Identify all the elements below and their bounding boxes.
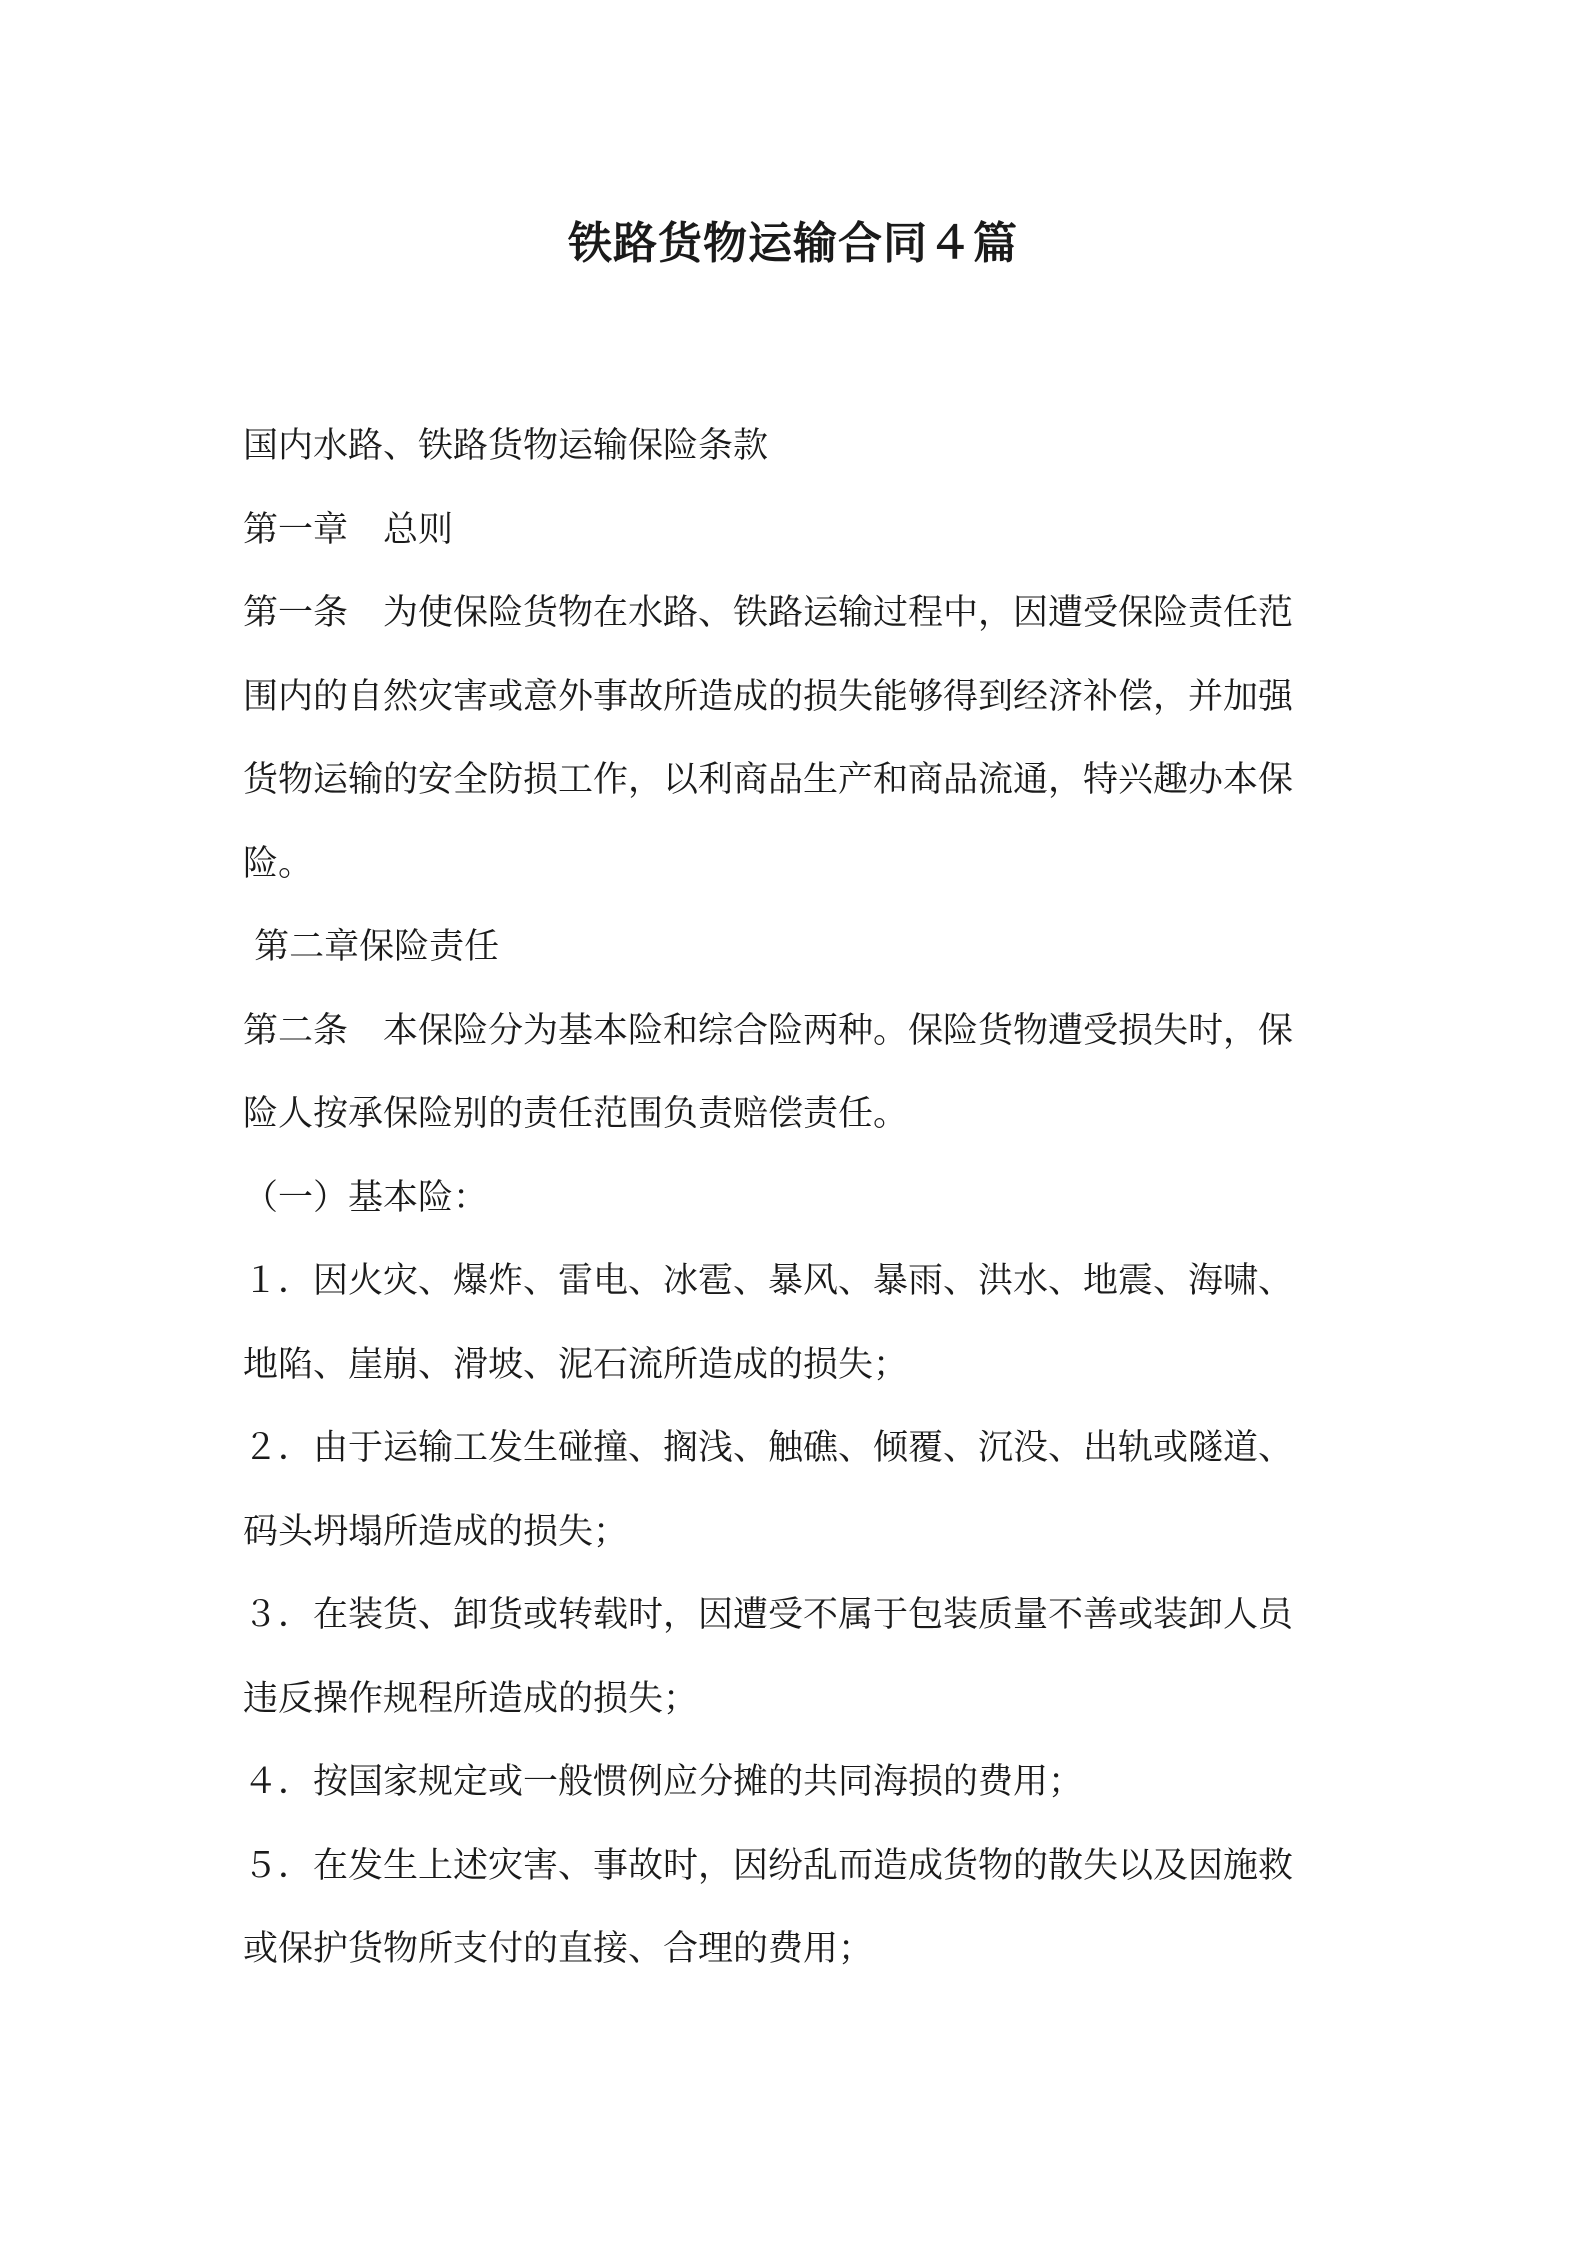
list-item-line: ３．在装货、卸货或转载时，因遭受不属于包装质量不善或装卸人员 bbox=[243, 1595, 1294, 1635]
chapter-heading: 第一章 总则 bbox=[243, 509, 454, 550]
body-line: 第一条 为使保险货物在水路、铁路运输过程中，因遭受保险责任范 bbox=[243, 593, 1294, 633]
body-line: 险人按承保险别的责任范围负责赔偿责任。 bbox=[243, 1094, 909, 1134]
body-line: 险。 bbox=[243, 843, 314, 884]
section-heading: （一）基本险： bbox=[243, 1177, 489, 1218]
list-item-line: 码头坍塌所造成的损失； bbox=[243, 1511, 629, 1552]
chapter-heading: 第二章保险责任 bbox=[243, 927, 500, 967]
body-line: 货物运输的安全防损工作，以利商品生产和商品流通，特兴趣办本保 bbox=[243, 760, 1294, 800]
list-item-line: 违反操作规程所造成的损失； bbox=[243, 1678, 699, 1719]
list-item-line: ４．按国家规定或一般惯例应分摊的共同海损的费用； bbox=[243, 1762, 1084, 1802]
list-item-line: １．因火灾、爆炸、雷电、冰雹、暴风、暴雨、洪水、地震、海啸、 bbox=[243, 1261, 1294, 1301]
list-item-line: 地陷、崖崩、滑坡、泥石流所造成的损失； bbox=[243, 1344, 909, 1385]
document-body bbox=[243, 405, 1355, 1992]
clause-heading: 国内水路、铁路货物运输保险条款 bbox=[243, 426, 769, 466]
body-line: 围内的自然灾害或意外事故所造成的损失能够得到经济补偿，并加强 bbox=[243, 676, 1294, 717]
list-item-line: ５．在发生上述灾害、事故时，因纷乱而造成货物的散失以及因施救 bbox=[243, 1845, 1294, 1886]
body-line: 第二条 本保险分为基本险和综合险两种。保险货物遭受损失时，保 bbox=[243, 1010, 1294, 1051]
document-title: 铁路货物运输合同４篇 bbox=[568, 218, 1018, 269]
list-item-line: ２．由于运输工发生碰撞、搁浅、触礁、倾覆、沉没、出轨或隧道、 bbox=[243, 1428, 1294, 1468]
list-item-line: 或保护货物所支付的直接、合理的费用； bbox=[243, 1929, 874, 1969]
